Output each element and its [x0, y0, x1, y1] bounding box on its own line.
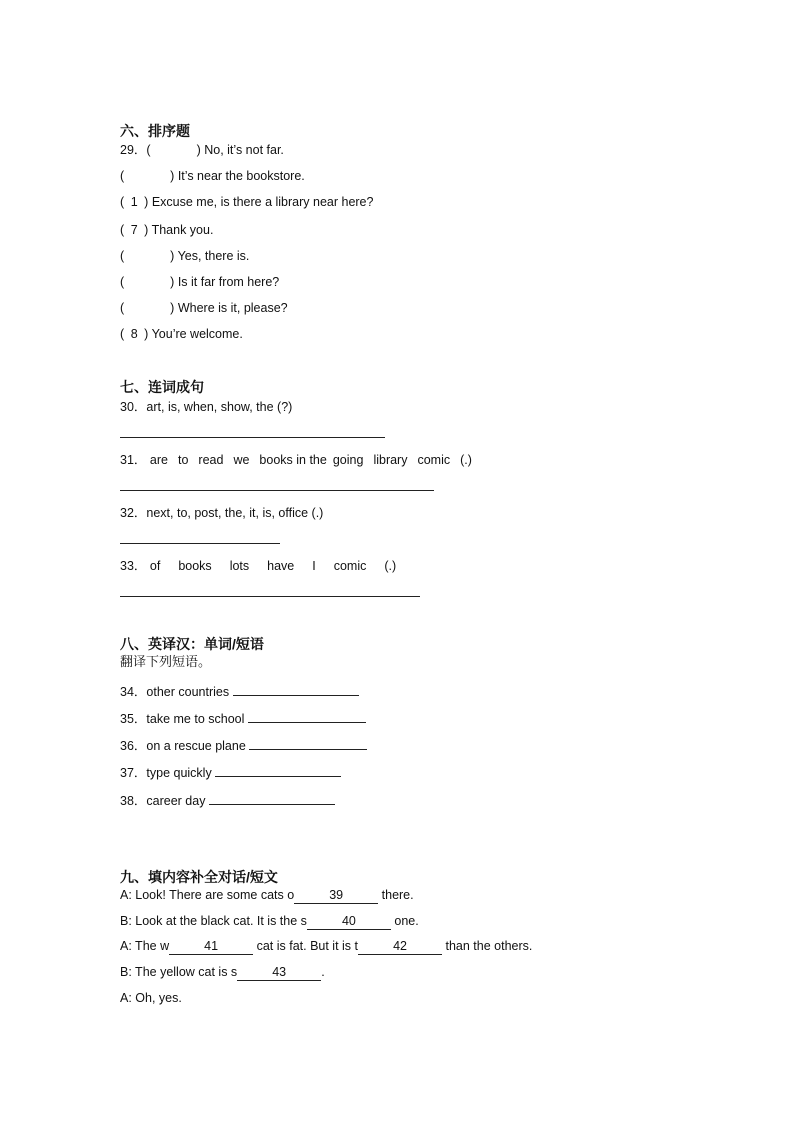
- word-token: read: [198, 453, 224, 467]
- question-32: 32．next, to, post, the, it, is, office (.): [120, 506, 324, 520]
- ordering-item: ( ) Yes, there is.: [120, 249, 250, 263]
- question-31: 31． are to read we books in the going library comic (.): [120, 453, 472, 467]
- translation-item: 37．type quickly: [120, 763, 341, 781]
- word-token: (.): [384, 559, 397, 573]
- question-30: 30．art, is, when, show, the (?): [120, 400, 293, 414]
- word-token: of: [149, 559, 161, 573]
- word-list: [150, 559, 396, 573]
- word-token: lots: [229, 559, 250, 573]
- word-token: comic: [333, 559, 367, 573]
- section-8-instruction: 翻译下列短语。: [120, 654, 212, 669]
- section-8-heading: 八、英译汉：单词/短语: [120, 636, 264, 652]
- ordering-item: ( ) Is it far from here?: [120, 275, 280, 289]
- ordering-item: ( ) It’s near the bookstore.: [120, 169, 305, 183]
- dialogue-line-3: A: The w 41 cat is fat. But it is t 42 than the others.: [120, 939, 533, 953]
- translation-item: 34．other countries: [120, 682, 359, 700]
- blank-43[interactable]: 43: [237, 965, 321, 981]
- blank-42[interactable]: 42: [358, 939, 442, 955]
- word-token: have: [267, 559, 295, 573]
- ordering-item: ( 1 ) Excuse me, is there a library near here?: [120, 195, 374, 209]
- question-33: 33． of books lots have I comic (.): [120, 559, 397, 573]
- ordering-item: ( ) Where is it, please?: [120, 301, 288, 315]
- blank-39[interactable]: 39: [294, 888, 378, 904]
- word-token: are: [149, 453, 168, 467]
- dialogue-line-1: A: Look! There are some cats o 39 there.: [120, 888, 414, 902]
- word-token: books: [178, 559, 212, 573]
- answer-line-30[interactable]: [120, 437, 385, 438]
- word-token: to: [177, 453, 189, 467]
- answer-line[interactable]: [209, 791, 335, 805]
- word-token: I: [312, 559, 316, 573]
- answer-slot[interactable]: 7: [130, 223, 138, 237]
- answer-line-32[interactable]: [120, 543, 280, 544]
- dialogue-line-4: B: The yellow cat is s 43 .: [120, 965, 325, 979]
- answer-line[interactable]: [249, 736, 367, 750]
- word-token: books in the: [259, 453, 327, 467]
- word-token: comic: [417, 453, 451, 467]
- ordering-item: ( 7 ) Thank you.: [120, 223, 214, 237]
- word-token: we: [233, 453, 250, 467]
- answer-line-31[interactable]: [120, 490, 434, 491]
- answer-line[interactable]: [248, 709, 366, 723]
- section-9-heading: 九、填内容补全对话/短文: [120, 869, 278, 885]
- section-7-heading: 七、连词成句: [120, 379, 204, 395]
- blank-40[interactable]: 40: [307, 914, 391, 930]
- translation-item: 36．on a rescue plane: [120, 736, 367, 754]
- question-number: 29．: [120, 143, 147, 157]
- word-list: [150, 453, 472, 467]
- answer-line[interactable]: [233, 682, 359, 696]
- answer-line[interactable]: [215, 763, 341, 777]
- dialogue-line-5: A: Oh, yes.: [120, 991, 182, 1005]
- word-token: library: [373, 453, 408, 467]
- ordering-item: ( 8 ) You’re welcome.: [120, 327, 243, 341]
- blank-41[interactable]: 41: [169, 939, 253, 955]
- translation-item: 35．take me to school: [120, 709, 366, 727]
- translation-item: 38．career day: [120, 791, 335, 809]
- word-token: (.): [460, 453, 472, 467]
- section-6-heading: 六、排序题: [120, 123, 190, 139]
- word-token: going: [332, 453, 364, 467]
- question-29: 29．( ) No, it’s not far.: [120, 143, 284, 157]
- dialogue-line-2: B: Look at the black cat. It is the s 40 one.: [120, 914, 419, 928]
- answer-slot[interactable]: 1: [130, 195, 138, 209]
- answer-slot[interactable]: 8: [130, 327, 138, 341]
- answer-line-33[interactable]: [120, 596, 420, 597]
